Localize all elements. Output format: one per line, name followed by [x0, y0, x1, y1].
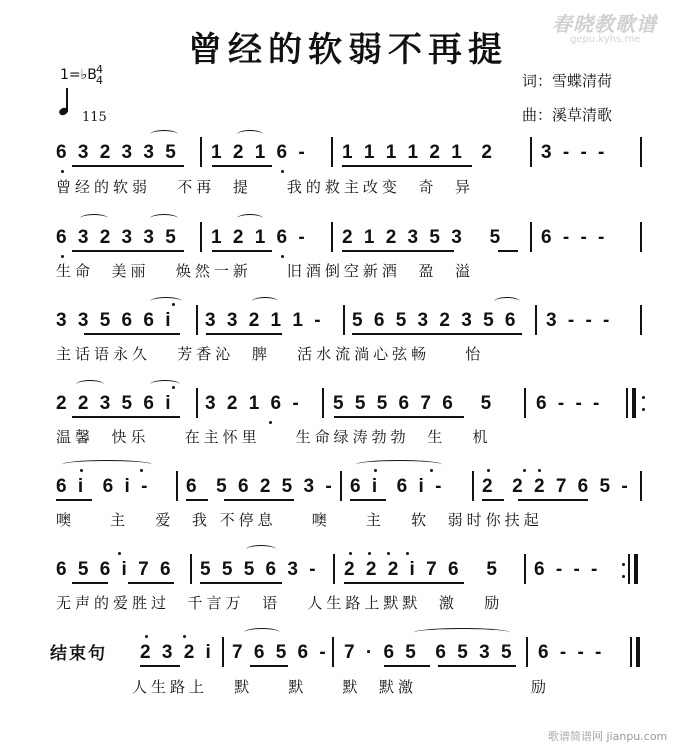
barline [340, 471, 342, 501]
barline [630, 637, 632, 667]
row2-measure4: 6 - - - [541, 227, 608, 248]
row5-lyrics: 噢 主 爱 我 不停息 噢 主 软 弱时你扶起 [56, 511, 543, 529]
row6-lyrics: 无声的爱胜过 千言万 语 人生路上默默 激 励 [56, 594, 504, 612]
underline-beam [72, 582, 108, 584]
slur [237, 130, 263, 139]
row5-measure4: 2 2 2 7 6 5 - [482, 476, 631, 497]
row3-measure3: 5 6 5 3 2 3 5 6 [352, 310, 519, 331]
slur [150, 297, 182, 306]
watermark-logo: 春晓教歌谱 [552, 12, 657, 36]
high-octave-dot [430, 469, 433, 472]
low-octave-dot [61, 255, 64, 258]
row2-measure1: 6 3 2 3 3 5 [56, 227, 179, 248]
barline [331, 222, 333, 252]
slur [150, 214, 178, 223]
high-octave-dot [368, 552, 371, 555]
underline-beam [200, 582, 282, 584]
slur [150, 380, 180, 389]
underline-beam [212, 165, 272, 167]
row1-measure2: 1 2 1 6 - [211, 142, 308, 163]
row6-measure1: 6 5 6 i 7 6 [56, 559, 174, 580]
repeat-end-barline [634, 554, 638, 584]
lyricist-credit: 词：雪蝶清荷 [522, 72, 613, 90]
slur [76, 380, 104, 389]
row6-measure2: 5 5 5 6 3 - [200, 559, 319, 580]
repeat-dot [622, 575, 625, 578]
underline-beam [352, 333, 522, 335]
row5-measure3: 6 i 6 i - [350, 476, 445, 497]
row1-lyrics: 曾经的软弱 不再 提 我的救主改变 奇 异 [56, 178, 474, 196]
slur [150, 130, 178, 139]
row4-lyrics: 温馨 快乐 在主怀里 生命绿涛勃勃 生 机 [56, 428, 492, 446]
underline-beam [212, 250, 272, 252]
time-signature [96, 64, 103, 86]
underline-beam [140, 665, 180, 667]
row1-measure3: 1 1 1 1 2 1 2 [342, 142, 495, 163]
row7-lyrics: 人生路上 默 默 默 默激 励 [132, 678, 550, 696]
barline [322, 388, 324, 418]
high-octave-dot [487, 469, 490, 472]
row7-measure1: 2 3 2 i [140, 642, 214, 663]
barline [640, 137, 642, 167]
song-title: 曾经的软弱不再提 [188, 30, 508, 70]
low-octave-dot [269, 421, 272, 424]
barline [530, 137, 532, 167]
underline-beam [128, 582, 174, 584]
high-octave-dot [406, 552, 409, 555]
high-octave-dot [118, 552, 121, 555]
underline-beam [342, 250, 454, 252]
slur [237, 214, 263, 223]
high-octave-dot [523, 469, 526, 472]
barline [343, 305, 345, 335]
underline-beam [84, 333, 180, 335]
ending-label: 结束句 [50, 644, 107, 664]
repeat-dot [622, 563, 625, 566]
row3-measure1: 3 3 5 6 6 i [56, 310, 174, 331]
slur [414, 628, 510, 637]
underline-beam [334, 416, 464, 418]
row4-measure1: 2 2 3 5 6 i [56, 393, 174, 414]
tempo-value: 115 [82, 110, 107, 125]
final-barline [636, 637, 640, 667]
high-octave-dot [80, 469, 83, 472]
high-octave-dot [172, 386, 175, 389]
row5-measure2: 6 5 6 2 5 3 - [186, 476, 335, 497]
barline [196, 388, 198, 418]
high-octave-dot [172, 303, 175, 306]
barline [196, 305, 198, 335]
high-octave-dot [387, 552, 390, 555]
underline-beam [344, 582, 464, 584]
barline [200, 137, 202, 167]
row7-measure4: 6 - - - [538, 642, 605, 663]
high-octave-dot [374, 469, 377, 472]
row2-measure2: 1 2 1 6 - [211, 227, 308, 248]
high-octave-dot [183, 635, 186, 638]
underline-beam [72, 165, 128, 167]
barline [535, 305, 537, 335]
slur [356, 460, 442, 469]
key-signature: 1=♭B [60, 67, 97, 83]
row5-measure1: 6 i 6 i - [56, 476, 151, 497]
underline-beam [482, 499, 504, 501]
underline-beam [72, 416, 180, 418]
time-signature-bottom: 4 [96, 74, 103, 87]
barline [331, 137, 333, 167]
barline [640, 222, 642, 252]
row7-measure2: 7 6 5 6 - [232, 642, 329, 663]
high-octave-dot [538, 469, 541, 472]
underline-beam [224, 499, 294, 501]
row2-measure3: 2 1 2 3 5 3 5 [342, 227, 504, 248]
row3-lyrics: 主话语永久 芳香沁 脾 活水流淌心弦畅 怡 [56, 345, 485, 363]
row1-measure1: 6 3 2 3 3 5 [56, 142, 179, 163]
row3-measure2: 3 3 2 1 1 - [205, 310, 324, 331]
slur [80, 214, 108, 223]
slur [494, 297, 520, 306]
underline-beam [438, 665, 516, 667]
row1-measure4: 3 - - - [541, 142, 608, 163]
barline [530, 222, 532, 252]
barline [640, 305, 642, 335]
low-octave-dot [61, 170, 64, 173]
barline [200, 222, 202, 252]
underline-beam [56, 499, 92, 501]
barline [190, 554, 192, 584]
row3-measure4: 3 - - - [546, 310, 613, 331]
barline [524, 554, 526, 584]
underline-beam [350, 499, 386, 501]
row4-measure2: 3 2 1 6 - [205, 393, 302, 414]
repeat-dot [642, 408, 645, 411]
underline-beam [250, 665, 288, 667]
underline-beam [72, 250, 184, 252]
barline [222, 637, 224, 667]
barline [524, 388, 526, 418]
repeat-start-barline [632, 388, 636, 418]
high-octave-dot [349, 552, 352, 555]
row6-measure3: 2 2 2 i 7 6 5 [344, 559, 500, 580]
underline-beam [518, 499, 588, 501]
watermark-url: gepu.kyhs.me [570, 34, 641, 45]
slur [244, 628, 280, 637]
underline-beam [128, 165, 184, 167]
underline-beam [342, 165, 472, 167]
underline-beam [186, 499, 208, 501]
barline [640, 471, 642, 501]
high-octave-dot [145, 635, 148, 638]
underline-beam [206, 333, 282, 335]
low-octave-dot [281, 255, 284, 258]
barline [626, 388, 628, 418]
underline-beam [384, 665, 430, 667]
slur [62, 460, 152, 469]
barline [333, 554, 335, 584]
underline-beam [498, 250, 518, 252]
composer-credit: 曲：溪草清歌 [522, 106, 613, 124]
barline [176, 471, 178, 501]
barline [472, 471, 474, 501]
low-octave-dot [281, 170, 284, 173]
slur [252, 297, 278, 306]
time-signature-top: 4 [96, 63, 103, 76]
barline [332, 637, 334, 667]
repeat-dot [642, 396, 645, 399]
row6-measure4: 6 - - - [534, 559, 601, 580]
row2-lyrics: 生命 美丽 焕然一新 旧酒倒空新酒 盈 溢 [56, 262, 474, 280]
row4-measure3: 5 5 5 6 7 6 5 [333, 393, 495, 414]
footer-watermark: 歌谱简谱网 jianpu.com [548, 730, 668, 743]
high-octave-dot [140, 469, 143, 472]
slur [246, 545, 276, 554]
barline [526, 637, 528, 667]
row7-measure3: 7 · 6 5 6 5 3 5 [344, 642, 515, 663]
barline [628, 554, 630, 584]
row4-measure4: 6 - - - [536, 393, 603, 414]
